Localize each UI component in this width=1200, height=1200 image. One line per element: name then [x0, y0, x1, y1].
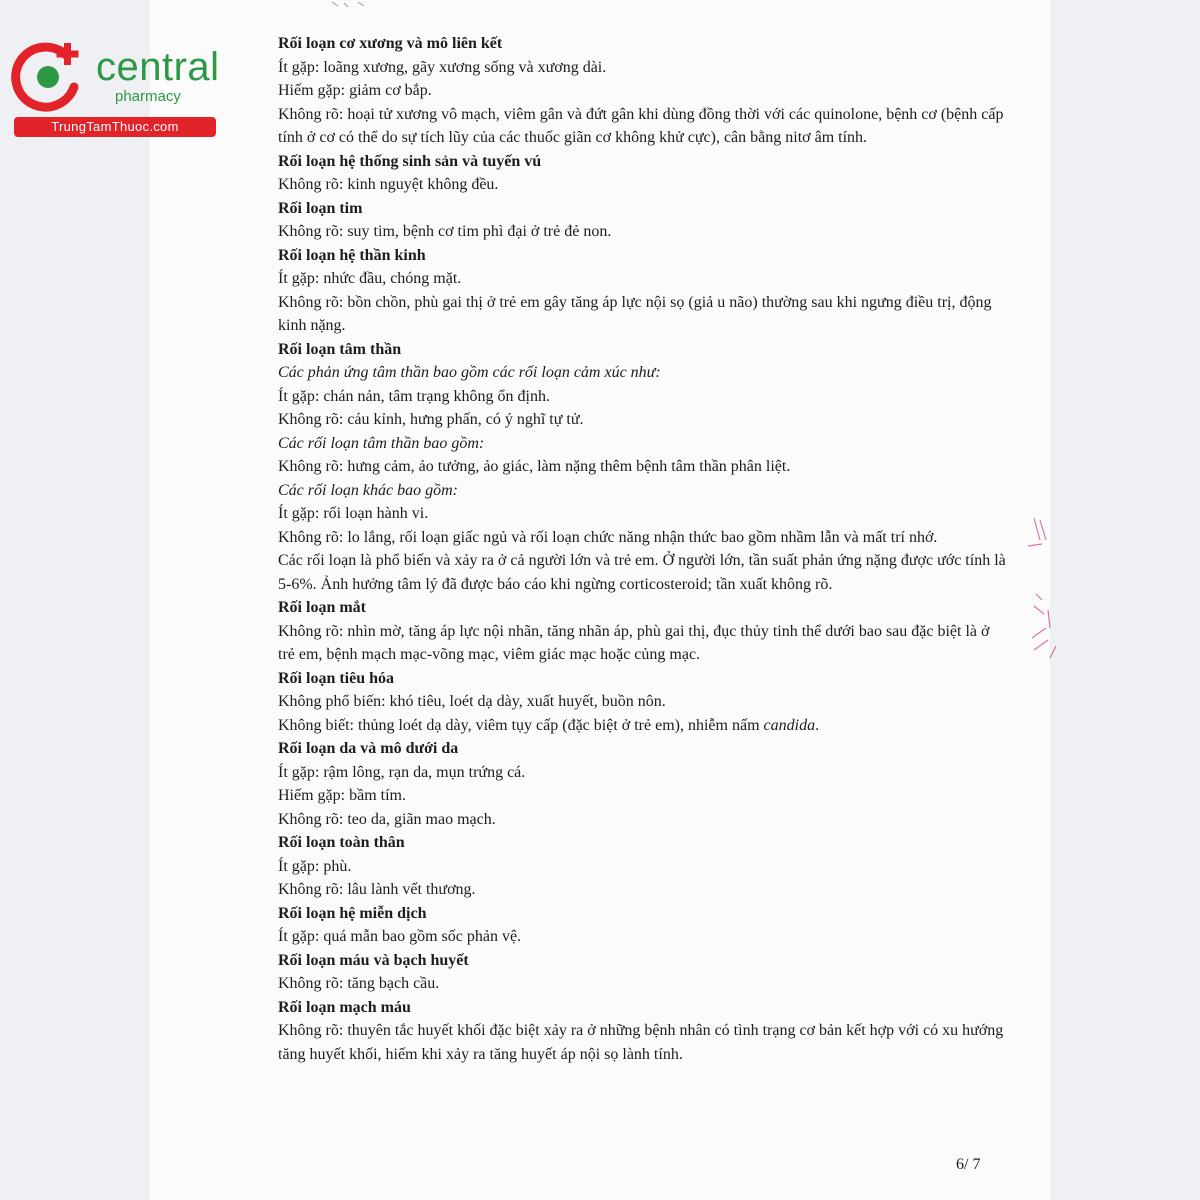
- section-heading: Rối loạn hệ thống sinh sản và tuyến vú: [278, 152, 542, 170]
- line-text: Không rõ: cáu kỉnh, hưng phấn, có ý nghĩ tự tử.: [278, 411, 584, 428]
- line-text: Không rõ: bồn chồn, phù gai thị ở trẻ em gây tăng áp lực nội sọ (giả u não) thường sau khi ngưng điều trị, động kinh nặng.: [278, 293, 992, 334]
- section-line: [278, 761, 1006, 785]
- line-text: Ít gặp: rậm lông, rạn da, mụn trứng cá.: [278, 763, 526, 781]
- line-text: Ít gặp: loãng xương, gãy xương sống và xương dài.: [278, 58, 607, 76]
- line-text: Không rõ: lâu lành vết thương.: [278, 881, 476, 898]
- line-text: Không biết: thủng loét dạ dày, viêm tụy cấp (đặc biệt ở trẻ em), nhiễm nấm: [278, 716, 764, 734]
- section-line: [278, 479, 1006, 503]
- section-heading: Rối loạn cơ xương và mô liên kết: [278, 35, 503, 52]
- section-heading: Rối loạn hệ miễn dịch: [278, 904, 427, 922]
- line-text: Ít gặp: quá mẫn bao gồm sốc phản vệ.: [278, 928, 522, 945]
- section-line: [278, 103, 1006, 150]
- brand-subtitle: pharmacy: [115, 88, 181, 105]
- line-text: Không rõ: lo lắng, rối loạn giấc ngủ và rối loạn chức năng nhận thức bao gồm nhầm lẫn và mất trí nhớ.: [278, 528, 938, 546]
- line-text: Các rối loạn tâm thần bao gồm:: [278, 434, 485, 452]
- line-text: Không rõ: hoại tử xương vô mạch, viêm gân và đứt gân khi dùng đồng thời với các quinolone, bệnh cơ (bệnh cấp tính ở cơ có thể do sự tích lũy của các thuốc giãn cơ không khử cực), cân bằng nitơ âm tính.: [278, 105, 1004, 146]
- section-heading: Rối loạn mạch máu: [278, 998, 411, 1016]
- section-line: [278, 526, 1006, 550]
- section-line: [278, 808, 1006, 832]
- section-line: [278, 925, 1006, 949]
- line-text: Hiếm gặp: giảm cơ bắp.: [278, 82, 432, 99]
- section-line: [278, 502, 1006, 526]
- section-line: [278, 455, 1006, 479]
- line-text: Các rối loạn khác bao gồm:: [278, 481, 458, 499]
- section-line: [278, 385, 1006, 409]
- section-heading: Rối loạn hệ thần kinh: [278, 246, 426, 264]
- line-text: Ít gặp: nhức đầu, chóng mặt.: [278, 270, 462, 287]
- section-line: [278, 972, 1006, 996]
- line-text: Ít gặp: chán nản, tâm trạng không ổn định.: [278, 387, 550, 405]
- section-line: [278, 784, 1006, 808]
- line-tail: .: [815, 716, 820, 734]
- section-line: [278, 220, 1006, 244]
- section-heading: Rối loạn mắt: [278, 599, 366, 616]
- section-line: [278, 690, 1006, 714]
- section-line: [278, 173, 1006, 197]
- line-text: Hiếm gặp: bầm tím.: [278, 787, 406, 804]
- line-text: Ít gặp: rối loạn hành vi.: [278, 505, 429, 522]
- section-heading: Rối loạn tiêu hóa: [278, 669, 395, 687]
- section-heading: Rối loạn da và mô dưới da: [278, 740, 459, 757]
- section-line: [278, 56, 1006, 80]
- section-line: [278, 361, 1006, 385]
- section-heading: Rối loạn toàn thân: [278, 834, 405, 851]
- line-emphasis: candida: [763, 716, 816, 734]
- central-pharmacy-logo[interactable]: [8, 35, 218, 140]
- section-heading: Rối loạn máu và bạch huyết: [278, 951, 469, 969]
- section-line: [278, 855, 1006, 879]
- page-number: 6/ 7: [956, 1156, 981, 1173]
- brand-website[interactable]: TrungTamThuoc.com: [14, 117, 216, 137]
- line-text: Không rõ: kinh nguyệt không đều.: [278, 176, 499, 193]
- scan-mark: [330, 0, 370, 10]
- section-line: [278, 79, 1006, 103]
- line-text: Không rõ: teo da, giãn mao mạch.: [278, 810, 496, 828]
- line-text: Các phản ứng tâm thần bao gồm các rối loạn cảm xúc như:: [278, 364, 661, 381]
- brand-name: central: [96, 45, 220, 89]
- line-text: Không rõ: hưng cảm, ảo tưởng, ảo giác, làm nặng thêm bệnh tâm thần phân liệt.: [278, 458, 791, 475]
- central-logo-icon: [8, 35, 88, 115]
- section-line: [278, 1019, 1006, 1066]
- line-text: Các rối loạn là phổ biến và xảy ra ở cả người lớn và trẻ em. Ở người lớn, tần suất phản ứng nặng được ước tính là 5-6%. Ảnh hưởng tâm lý đã được báo cáo khi ngừng corticosteroid; tần xuất không rõ.: [278, 552, 1006, 593]
- section-line: [278, 620, 1006, 667]
- section-line: [278, 408, 1006, 432]
- line-text: Không rõ: tăng bạch cầu.: [278, 975, 440, 992]
- section-line: [278, 878, 1006, 902]
- line-text: Không rõ: suy tim, bệnh cơ tim phì đại ở trẻ đẻ non.: [278, 223, 612, 240]
- section-line: [278, 432, 1006, 456]
- line-text: Không phổ biến: khó tiêu, loét dạ dày, xuất huyết, buồn nôn.: [278, 693, 666, 710]
- line-text: Không rõ: thuyên tắc huyết khối đặc biệt xảy ra ở những bệnh nhân có tình trạng cơ bản kết hợp với có xu hướng tăng huyết khối, hiếm khi xảy ra tăng huyết áp nội sọ lành tính.: [278, 1022, 1004, 1063]
- line-text: Ít gặp: phù.: [278, 857, 352, 875]
- section-line: [278, 291, 1006, 338]
- line-text: Không rõ: nhìn mờ, tăng áp lực nội nhãn, tăng nhãn áp, phù gai thị, đục thủy tinh thể dưới bao sau đặc biệt là ở trẻ em, bệnh mạch mạc-võng mạc, viêm giác mạc hoặc củng mạc.: [278, 622, 990, 663]
- section-heading: Rối loạn tâm thần: [278, 340, 402, 358]
- document-body: [278, 32, 1006, 1066]
- section-line: [278, 267, 1006, 291]
- stamp-mark: [1020, 510, 1065, 670]
- section-line: [278, 549, 1006, 596]
- section-heading: Rối loạn tim: [278, 199, 363, 217]
- section-line: [278, 714, 1006, 738]
